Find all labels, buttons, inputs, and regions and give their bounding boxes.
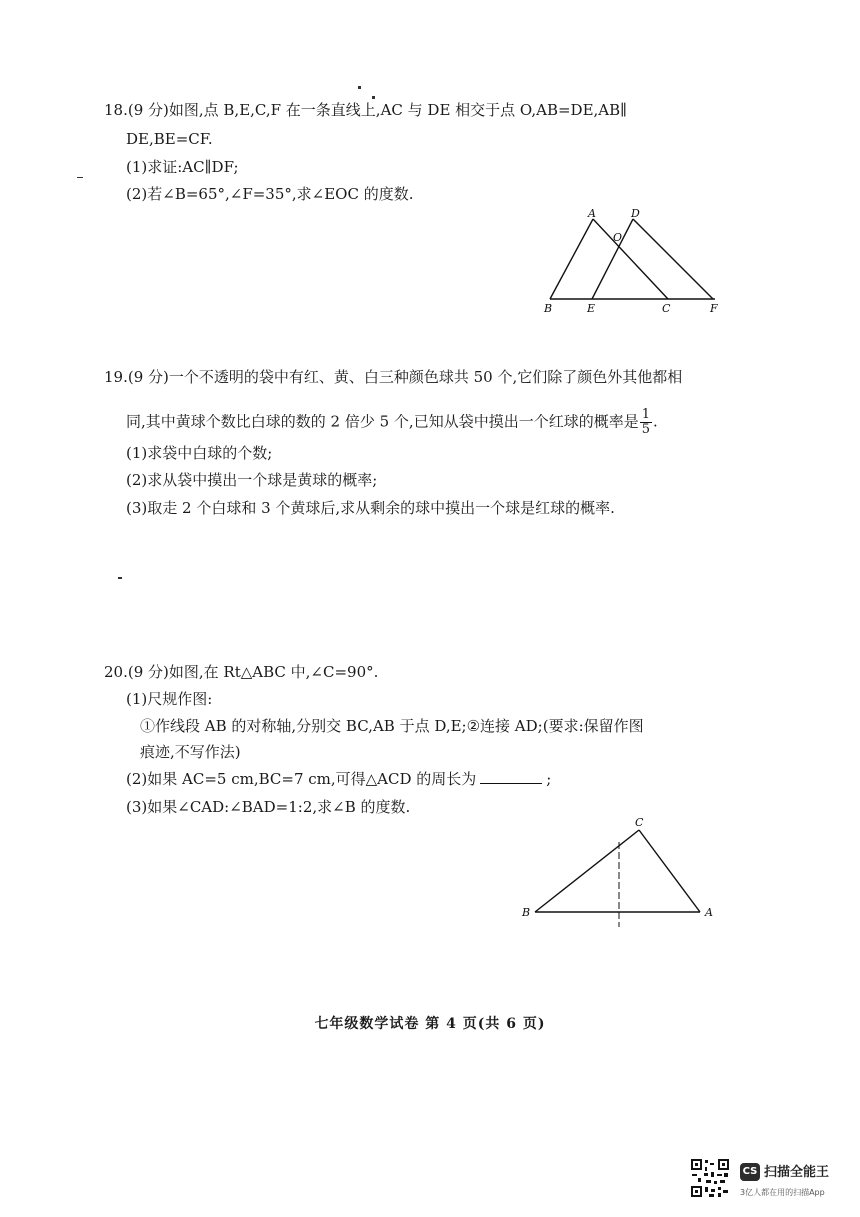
label-c: C [635, 816, 644, 829]
cs-logo-icon: CS [740, 1163, 760, 1181]
label-b: B [544, 302, 553, 315]
answer-blank [480, 769, 542, 784]
q18-part2: (2)若∠B=65°,∠F=35°,求∠EOC 的度数. [126, 185, 414, 203]
label-c: C [662, 302, 671, 315]
q19-part1: (1)求袋中白球的个数; [126, 444, 273, 462]
q20-part3: (3)如果∠CAD:∠BAD=1:2,求∠B 的度数. [126, 798, 411, 816]
q19-stem-line1: 19.(9 分)一个不透明的袋中有红、黄、白三种颜色球共 50 个,它们除了颜色外其他都相 [104, 368, 683, 386]
q19-stem-line2-text: 同,其中黄球个数比白球的数的 2 倍少 5 个,已知从袋中摸出一个红球的概率是 [126, 412, 639, 431]
label-f: F [710, 302, 718, 315]
page-footer: 七年级数学试卷 第 4 页(共 6 页) [314, 1016, 546, 1032]
q20-stem: 20.(9 分)如图,在 Rt△ABC 中,∠C=90°. [104, 663, 379, 681]
q20-part2-end: ; [546, 770, 552, 788]
scan-speck [372, 96, 375, 99]
q19-part2: (2)求从袋中摸出一个球是黄球的概率; [126, 471, 378, 489]
label-b: B [522, 906, 531, 919]
segment-ab [550, 219, 593, 299]
q19-stem-line2 [126, 408, 658, 437]
label-e: E [587, 302, 596, 315]
q20-part2-text: (2)如果 AC=5 cm,BC=7 cm,可得△ACD 的周长为 [126, 770, 477, 788]
q19-part3: (3)取走 2 个白球和 3 个黄球后,求从剩余的球中摸出一个球是红球的概率. [126, 499, 615, 517]
scan-speck [118, 577, 122, 579]
q18-part1: (1)求证:AC∥DF; [126, 158, 239, 176]
q20-part1-detail-a: ①作线段 AB 的对称轴,分别交 BC,AB 于点 D,E;②连接 AD;(要求:保留作图 [140, 717, 644, 735]
segment-df [633, 219, 713, 299]
scan-speck [77, 177, 83, 178]
q19-stem-line2-end: . [652, 412, 658, 431]
segment-ca [639, 830, 700, 912]
label-o: O [613, 231, 623, 244]
scanner-brand-name: 扫描全能王 [764, 1165, 830, 1180]
scanner-tagline: 3亿人都在用的扫描App [740, 1188, 825, 1197]
q19-probability-fraction [640, 408, 652, 437]
label-a: A [705, 906, 713, 919]
scan-speck [358, 86, 361, 89]
q18-stem-line2: DE,BE=CF. [126, 130, 213, 148]
label-d: D [631, 207, 640, 220]
segment-ac [593, 219, 668, 299]
q20-part2 [126, 769, 551, 789]
q20-part1-detail-b: 痕迹,不写作法) [140, 743, 241, 761]
q20-part1: (1)尺规作图: [126, 690, 213, 708]
q18-stem-line1: 18.(9 分)如图,点 B,E,C,F 在一条直线上,AC 与 DE 相交于点 O,AB=DE,AB∥ [104, 101, 628, 119]
label-a: A [588, 207, 596, 220]
segment-bc [535, 830, 639, 912]
q18-figure [530, 205, 730, 320]
q20-figure [515, 812, 725, 932]
fraction-denominator: 5 [641, 422, 650, 437]
fraction-numerator: 1 [641, 407, 650, 422]
qr-code-icon [690, 1158, 730, 1198]
